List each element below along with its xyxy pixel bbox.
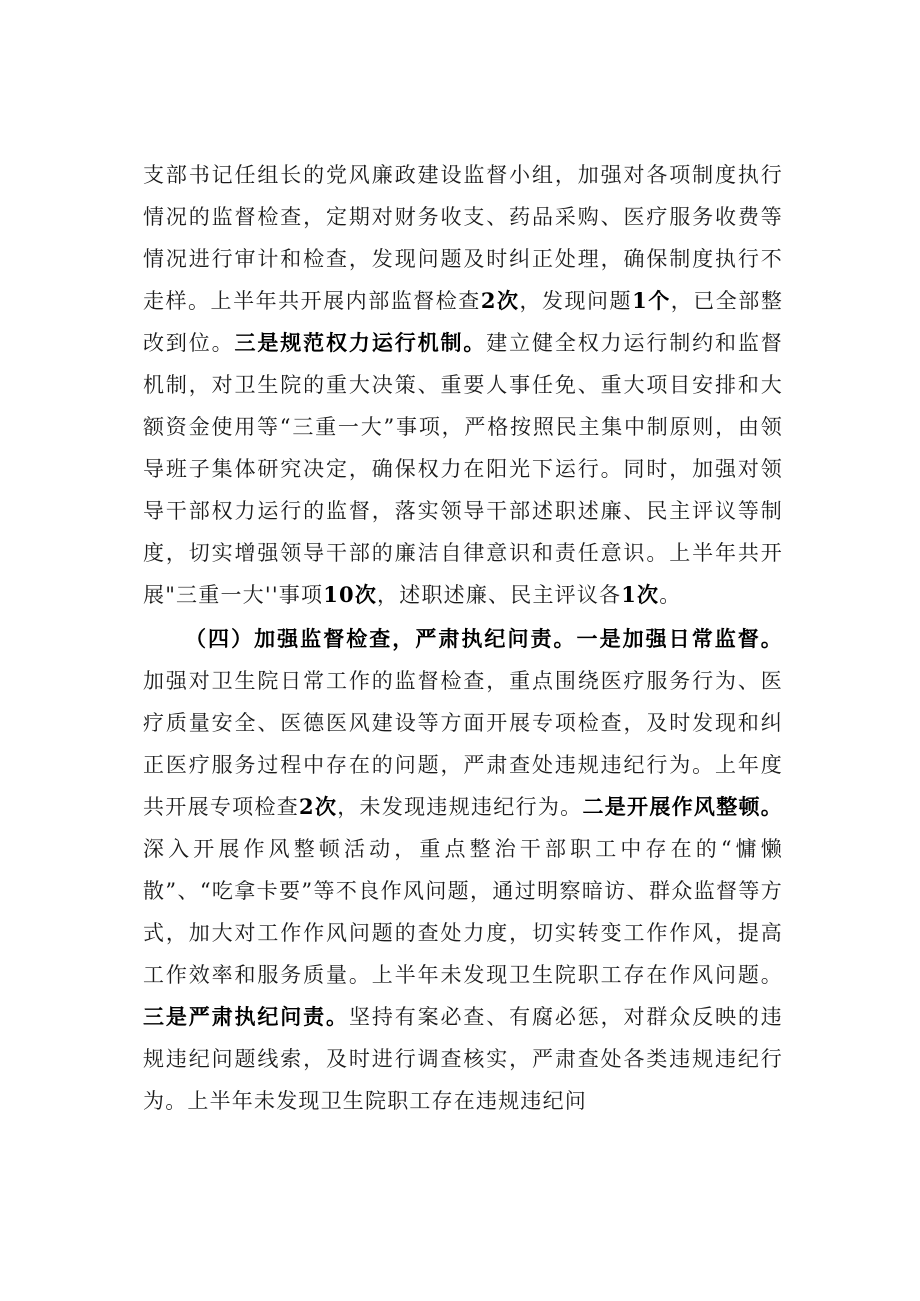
document-body	[143, 154, 783, 1122]
bold-text-segment: 2次	[480, 288, 520, 313]
text-segment: 。	[659, 583, 682, 607]
text-segment: ，述职述廉、民主评议各	[377, 583, 622, 607]
bold-text-segment: 1个	[632, 288, 671, 313]
text-segment: 坚持有案必查、有腐必惩，对群众反映的违规违纪问题线索，及时进行调查核实，严肃查处各类违规违纪行为。上半年未发现卫生院职工存在违规违纪问	[143, 1005, 783, 1113]
bold-text-segment: 三是严肃执纪问责。	[143, 1004, 349, 1029]
bold-text-segment: 三是规范权力运行机制。	[234, 330, 487, 355]
bold-text-segment: 10次	[323, 582, 378, 607]
bold-text-segment: 二是开展作风整顿。	[582, 794, 784, 819]
bold-text-segment: （四）加强监督检查，严肃执纪问责。一是加强日常监督。	[185, 626, 783, 651]
text-segment: ，已全部整改到位。	[143, 289, 784, 355]
text-segment: 建立健全权力运行制约和监督机制，对卫生院的重大决策、重要人事任免、重大项目安排和大额资金使用等“三重一大”事项，严格按照民主集中制原则，由领导班子集体研究决定，确保权力在阳光下运行。同时，加强对领导干部权力运行的监督，落实领导干部述职述廉、民主评议等制度，切实增强领导干部的廉洁自律意识和责任意识。上半年共开展"三重一大''事项	[143, 331, 783, 607]
bold-text-segment: 2次	[299, 794, 338, 819]
body-paragraph	[143, 154, 783, 616]
text-segment: ，发现问题	[519, 289, 633, 313]
text-segment: 支部书记任组长的党风廉政建设监督小组，加强对各项制度执行情况的监督检查，定期对财务收支、药品采购、医疗服务收费等情况进行审计和检查，发现问题及时纠正处理，确保制度执行不走样。上半年共开展内部监督检查	[143, 163, 783, 313]
text-segment: 深入开展作风整顿活动，重点整治干部职工中存在的“慵懒散”、“吃拿卡要”等不良作风问题，通过明察暗访、群众监督等方式，加大对工作作风问题的查处力度，切实转变工作作风，提高工作效率和服务质量。上半年未发现卫生院职工存在作风问题。	[143, 837, 783, 987]
text-segment: 加强对卫生院日常工作的监督检查，重点围绕医疗服务行为、医疗质量安全、医德医风建设等方面开展专项检查，及时发现和纠正医疗服务过程中存在的问题，严肃查处违规违纪行为。上年度共开展专项检查	[143, 669, 783, 819]
body-paragraph	[143, 618, 783, 1122]
text-segment: ，未发现违规违纪行为。	[337, 795, 583, 819]
bold-text-segment: 1次	[621, 582, 660, 607]
